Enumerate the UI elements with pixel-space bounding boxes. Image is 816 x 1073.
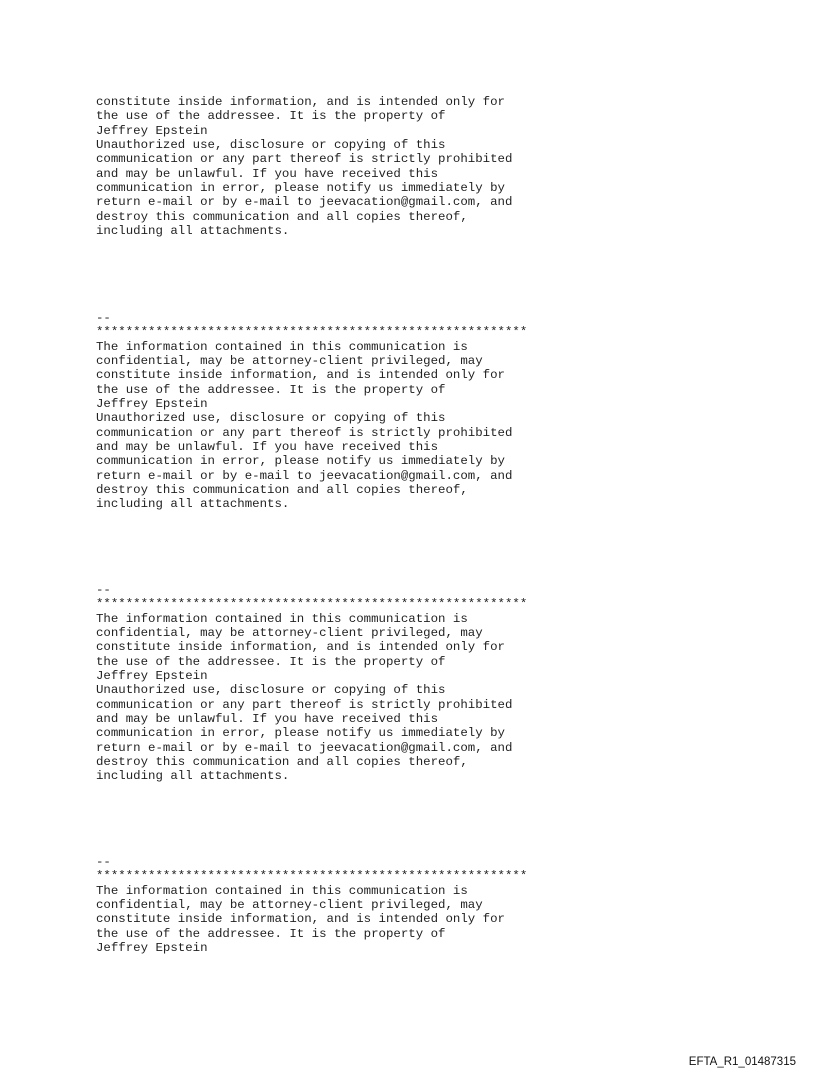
text-line: return e-mail or by e-mail to jeevacation@gmail.com, and	[96, 468, 513, 483]
text-line: Jeffrey Epstein	[96, 669, 208, 684]
text-line: constitute inside information, and is intended only for	[96, 368, 505, 383]
text-line: destroy this communication and all copies thereof,	[96, 209, 468, 224]
text-line: constitute inside information, and is intended only for	[96, 912, 505, 927]
text-line: Unauthorized use, disclosure or copying of this	[96, 411, 446, 426]
text-line: and may be unlawful. If you have received this	[96, 166, 439, 181]
text-line: communication in error, please notify us immediately by	[96, 726, 505, 741]
text-line: confidential, may be attorney-client privileged, may	[96, 354, 483, 369]
text-line: the use of the addressee. It is the property of	[96, 382, 446, 397]
text-line: including all attachments.	[96, 769, 290, 784]
text-line: return e-mail or by e-mail to jeevacation@gmail.com, and	[96, 740, 513, 755]
text-line: Unauthorized use, disclosure or copying of this	[96, 138, 446, 153]
text-line: --	[96, 855, 111, 869]
text-line: The information contained in this communication is	[96, 339, 468, 354]
text-line: Jeffrey Epstein	[96, 397, 208, 412]
text-line: confidential, may be attorney-client privileged, may	[96, 626, 483, 641]
text-line: **********************************************************	[96, 869, 528, 884]
text-line: including all attachments.	[96, 224, 290, 239]
text-line: destroy this communication and all copies thereof,	[96, 483, 468, 498]
text-line: and may be unlawful. If you have received this	[96, 712, 439, 727]
text-line: communication or any part thereof is strictly prohibited	[96, 425, 513, 440]
text-line: and may be unlawful. If you have received this	[96, 440, 439, 455]
text-line: the use of the addressee. It is the property of	[96, 926, 446, 941]
disclaimer-block-2	[96, 311, 527, 512]
disclaimer-block-3	[96, 583, 527, 784]
text-line: communication in error, please notify us immediately by	[96, 181, 505, 196]
text-line: Jeffrey Epstein	[96, 123, 208, 138]
text-line: the use of the addressee. It is the property of	[96, 109, 446, 124]
disclaimer-block-1	[96, 95, 512, 238]
document-id: EFTA_R1_01487315	[688, 1056, 796, 1068]
text-line: communication in error, please notify us immediately by	[96, 454, 505, 469]
text-line: Unauthorized use, disclosure or copying of this	[96, 683, 446, 698]
text-line: the use of the addressee. It is the property of	[96, 654, 446, 669]
text-line: constitute inside information, and is intended only for	[96, 95, 505, 109]
text-line: including all attachments.	[96, 497, 290, 512]
text-line: constitute inside information, and is intended only for	[96, 640, 505, 655]
text-line: The information contained in this communication is	[96, 611, 468, 626]
text-line: The information contained in this communication is	[96, 883, 468, 898]
text-line: **********************************************************	[96, 597, 528, 612]
text-line: --	[96, 311, 111, 325]
text-line: **********************************************************	[96, 325, 528, 340]
text-line: communication or any part thereof is strictly prohibited	[96, 152, 513, 167]
text-line: confidential, may be attorney-client privileged, may	[96, 898, 483, 913]
text-line: destroy this communication and all copies thereof,	[96, 755, 468, 770]
text-line: return e-mail or by e-mail to jeevacation@gmail.com, and	[96, 195, 513, 210]
disclaimer-block-4	[96, 855, 527, 955]
text-line: --	[96, 583, 111, 597]
text-line: Jeffrey Epstein	[96, 941, 208, 956]
text-line: communication or any part thereof is strictly prohibited	[96, 697, 513, 712]
